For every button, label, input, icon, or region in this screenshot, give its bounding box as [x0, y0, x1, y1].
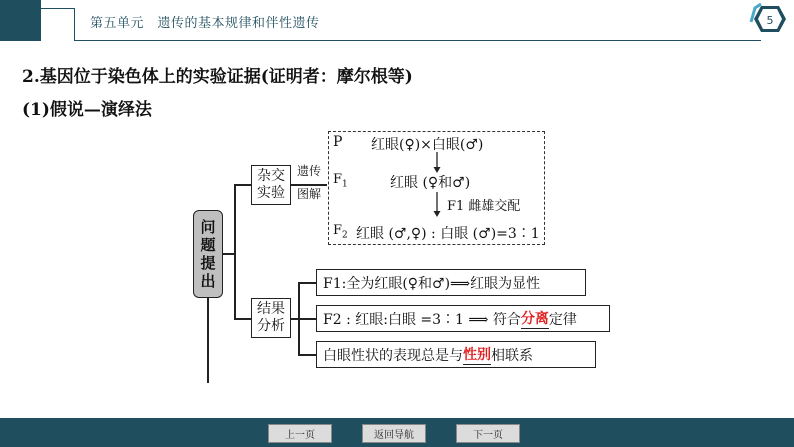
connector — [298, 354, 316, 356]
connector — [234, 184, 236, 319]
hybrid-label: 实验 — [257, 185, 285, 201]
result-analysis-box — [251, 298, 291, 338]
hybrid-label: 杂交 — [257, 168, 285, 184]
unit-title: 第五单元 遗传的基本规律和伴性遗传 — [90, 16, 320, 31]
next-page-button[interactable]: 下一页 — [456, 424, 520, 443]
connector — [207, 297, 209, 383]
p-cross: 红眼(♀)×白眼(♂) — [371, 137, 484, 153]
connector — [291, 184, 327, 186]
back-to-nav-button[interactable]: 返回导航 — [362, 424, 426, 443]
problem-char: 题 — [200, 236, 216, 254]
p-label: P — [333, 134, 343, 150]
result-box-2 — [316, 305, 610, 332]
f1-result: 红眼 (♀和♂) — [390, 175, 471, 191]
prev-page-button[interactable]: 上一页 — [268, 424, 332, 443]
cross-note: F1 雌雄交配 — [447, 199, 521, 214]
problem-char: 提 — [200, 254, 216, 272]
problem-char: 出 — [200, 272, 216, 290]
f1-label: $F_1$ — [333, 172, 348, 190]
arrow-down-icon — [432, 192, 442, 218]
arrow-down-icon — [432, 152, 442, 174]
result-text: F2 : 红眼:白眼 =3∶1 ⟹ 符合 — [323, 311, 521, 328]
highlight-term: 性别 — [463, 344, 491, 365]
page-number-badge — [749, 2, 787, 36]
result-text: 定律 — [548, 311, 577, 328]
result-box-1 — [316, 269, 586, 296]
analysis-label: 分析 — [257, 318, 285, 334]
genetic-chart-label-2 — [293, 187, 325, 202]
chart-label-line: 遗传 — [296, 164, 321, 178]
subsection-heading: (1)假说—演绎法 — [22, 100, 152, 120]
chart-label-line: 图解 — [296, 187, 321, 201]
header-divider — [75, 40, 761, 41]
header-block — [0, 0, 41, 41]
highlight-term: 分离 — [521, 308, 549, 329]
connector — [234, 318, 251, 320]
problem-char: 问 — [200, 218, 216, 236]
genetic-chart-label — [293, 164, 325, 179]
connector — [234, 184, 251, 186]
connector — [298, 282, 316, 284]
hybrid-experiment-box — [251, 165, 291, 205]
page-number: 5 — [766, 14, 774, 27]
f2-result: 红眼 (♂,♀) : 白眼 (♂)=3∶1 — [356, 226, 540, 242]
result-box-3 — [316, 341, 596, 368]
result-text: F1:全为红眼(♀和♂)⟹红眼为显性 — [323, 275, 541, 292]
result-text: 白眼性状的表现总是与 — [323, 347, 463, 364]
section-heading: 2.基因位于染色体上的实验证据(证明者：摩尔根等) — [22, 67, 413, 87]
connector — [298, 318, 316, 320]
problem-box — [193, 210, 223, 298]
result-text: 相联系 — [491, 347, 533, 364]
f2-label: $F_2$ — [333, 223, 348, 241]
analysis-label: 结果 — [257, 301, 285, 317]
